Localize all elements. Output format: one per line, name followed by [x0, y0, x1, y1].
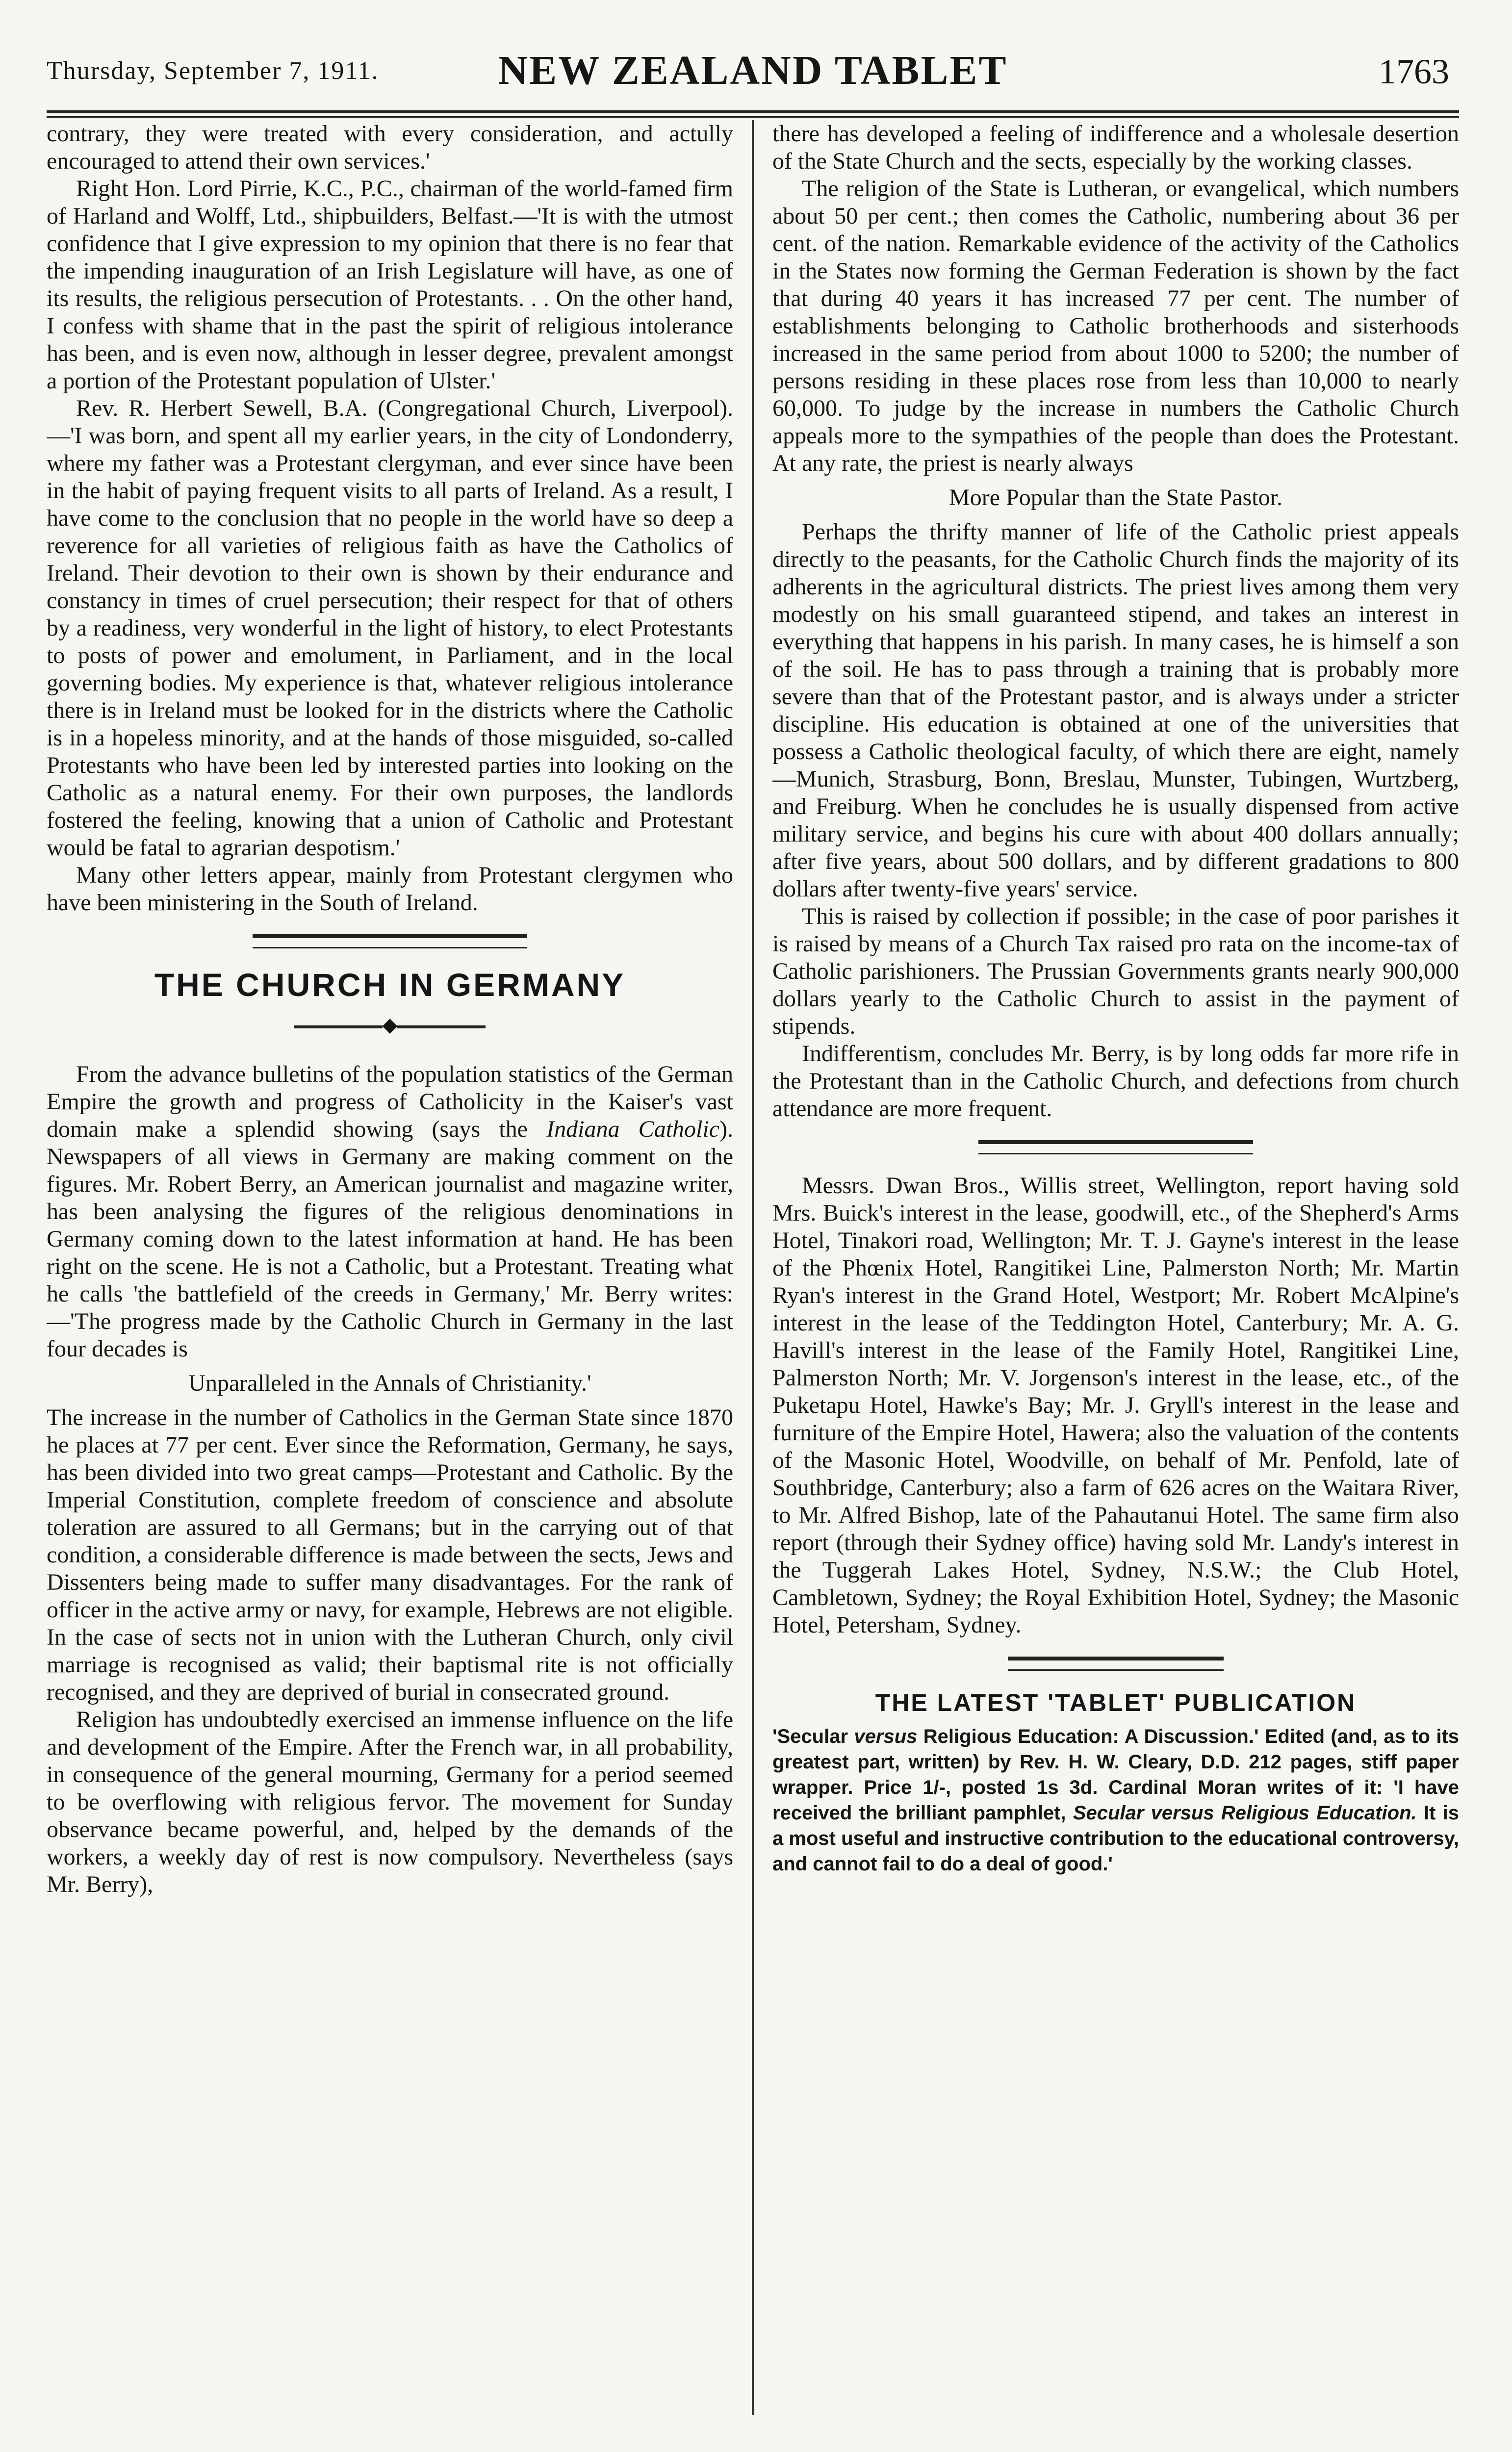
page-number: 1763 — [1379, 52, 1449, 91]
paragraph: Many other letters appear, mainly from Protestant clergymen who have been ministering in the South of Ireland. — [47, 862, 733, 916]
right-column — [772, 120, 1459, 2415]
column-divider — [752, 120, 754, 2415]
section-title: THE CHURCH IN GERMANY — [154, 967, 626, 1003]
paragraph: Right Hon. Lord Pirrie, K.C., P.C., chairman of the world-famed firm of Harland and Wolff, Ltd., shipbuilders, Belfast.—'It is with the utmost confidence that I give expression to my opinion that there is no fear that the impending inauguration of an Irish Legislature will have, as one of its results, the religious persecution of Protestants. . . On the other hand, I confess with shame that in the past the spirit of religious intolerance has been, and is even now, although in lesser degree, prevalent amongst a portion of the Protestant population of Ulster.' — [47, 176, 733, 394]
publication-name: Indiana Catholic — [546, 1116, 720, 1142]
title-ornament: ◆ — [47, 1013, 733, 1036]
columns — [47, 120, 1459, 2415]
paragraph: contrary, they were treated with every consideration, and actully encouraged to attend their own services.' — [47, 121, 733, 174]
paragraph: Messrs. Dwan Bros., Willis street, Wellington, report having sold Mrs. Buick's interest in the lease, goodwill, etc., of the Shepherd's Arms Hotel, Tinakori road, Wellington; Mr. T. J. Gayne's interest in the lease of the Phœnix Hotel, Rangitikei Line, Palmerston North; Mr. Martin Ryan's interest in the Grand Hotel, Westport; Mr. Robert McAlpine's interest in the lease of the Teddington Hotel, Canterbury; Mr. A. G. Havill's interest in the lease of the Family Hotel, Rangitikei Line, Palmerston North; Mr. V. Jorgenson's interest in the lease, etc., of the Puketapu Hotel, Hawke's Bay; Mr. J. Gryll's interest in the lease and furniture of the Empire Hotel, Hawera; also the valuation of the contents of the Masonic Hotel, Woodville, on behalf of Mr. Penfold, late of Southbridge, Canterbury; also a farm of 626 acres on the Waitara River, to Mr. Alfred Bishop, late of the Pahautanui Hotel. The same firm also report (through their Sydney office) having sold Mr. Landy's interest in the Tuggerah Lakes Hotel, Sydney, N.S.W.; the Club Hotel, Cambletown, Sydney; the Royal Exhibition Hotel, Sydney; the Masonic Hotel, Petersham, Sydney. — [772, 1173, 1459, 1638]
issue-date: Thursday, September 7, 1911. — [47, 57, 379, 85]
masthead-title: NEW ZEALAND TABLET — [498, 48, 1008, 93]
paragraph: Religion has undoubtedly exercised an immense influence on the life and development of the Empire. After the French war, in all probability, in consequence of the general mourning, Germany for a period seemed to be overflowing with religious fervor. The movement for Sunday observance became powerful, and, helped by the demands of the workers, a weekly day of rest is now compulsory. Nevertheless (says Mr. Berry), — [47, 1707, 733, 1897]
paragraph: Indifferentism, concludes Mr. Berry, is by long odds far more rife in the Protestant than in the Catholic Church, and defections from church attendance are more frequent. — [772, 1041, 1459, 1122]
left-column — [47, 120, 733, 2415]
page-header — [47, 47, 1459, 113]
paragraph: Perhaps the thrifty manner of life of the Catholic priest appeals directly to the peasants, for the Catholic Church finds the majority of its adherents in the agricultural districts. The priest lives among them very modestly on his small guaranteed stipend, and takes an interest in everything that happens in his parish. In many cases, he is himself a son of the soil. He has to pass through a training that is probably more severe than that of the Protestant pastor, and is always under a stricter discipline. His education is obtained at one of the universities that possess a Catholic theological faculty, of which there are eight, namely—Munich, Strasburg, Bonn, Breslau, Munster, Tubingen, Wurtzberg, and Freiburg. When he concludes he is usually dispensed from active military service, and begins his cure with about 400 dollars annually; after five years, about 500 dollars, and by different gradations to 800 dollars after twenty-five years' service. — [772, 519, 1459, 902]
subheading: Unparalleled in the Annals of Christianity.' — [188, 1370, 591, 1396]
section-separator — [253, 934, 527, 948]
subheading: More Popular than the State Pastor. — [949, 485, 1282, 511]
paragraph: This is raised by collection if possible; in the case of poor parishes it is raised by means of a Church Tax raised pro rata on the income-tax of Catholic parishioners. The Prussian Governments grants nearly 900,000 dollars yearly to the Catholic Church to assist in the payment of stipends. — [772, 903, 1459, 1039]
paragraph: Rev. R. Herbert Sewell, B.A. (Congregational Church, Liverpool).—'I was born, and spent all my earlier years, in the city of Londonderry, where my father was a Protestant clergyman, and ever since have been in the habit of paying frequent visits to all parts of Ireland. As a result, I have come to the conclusion that no people in the world have so deep a reverence for all varieties of religious faith as have the Catholics of Ireland. Their devotion to their own is shown by their endurance and constancy in times of cruel persecution; their respect for that of others by a readiness, very wonderful in the light of history, to elect Protestants to posts of power and emolument, in Parliament, and in the local governing bodies. My experience is that, whatever religious intolerance there is in Ireland must be looked for in the districts where the Catholic is in a hopeless minority, and at the hands of those misguided, so-called Protestants who have been led by interested parties into looking on the Catholic as a natural enemy. For their own purposes, the landlords fostered the feeling, knowing that a union of Catholic and Protestant would be fatal to agrarian despotism.' — [47, 395, 733, 861]
section-separator — [978, 1140, 1253, 1154]
header-rule — [47, 116, 1459, 118]
publication-title: THE LATEST 'TABLET' PUBLICATION — [875, 1689, 1357, 1716]
newspaper-page — [47, 47, 1459, 2435]
paragraph: The increase in the number of Catholics in the German State since 1870 he places at 77 per cent. Ever since the Reformation, Germany, he says, has been divided into two great camps—Protestant and Catholic. By the Imperial Constitution, complete freedom of conscience and absolute toleration are assured to all Germans; but in the carrying out of that condition, a considerable difference is made between the sects, Jews and Dissenters being made to suffer many disadvantages. For the rank of officer in the active army or navy, for example, Hebrews are not eligible. In the case of sects not in union with the Lutheran Church, only civil marriage is recognised as valid; their baptismal rite is not officially recognised, and they are deprived of burial in consecrated ground. — [47, 1405, 733, 1705]
paragraph: The religion of the State is Lutheran, or evangelical, which numbers about 50 per cent.; then comes the Catholic, numbering about 36 per cent. of the nation. Remarkable evidence of the activity of the Catholics in the States now forming the German Federation is shown by the fact that during 40 years it has increased 77 per cent. The number of establishments belonging to Catholic brotherhoods and sisterhoods increased in the same period from about 1000 to 5200; the number of persons residing in these places rose from less than 10,000 to nearly 60,000. To judge by the increase in numbers the Catholic Church appeals more to the sympathies of the people than does the Protestant. At any rate, the priest is nearly always — [772, 176, 1459, 476]
paragraph: there has developed a feeling of indifference and a wholesale desertion of the State Church and the sects, especially by the working classes. — [772, 121, 1459, 174]
publication-notice: 'Secular versus Religious Education: A Discussion.' Edited (and, as to its greatest part, written) by Rev. H. W. Cleary, D.D. 212 pages, stiff paper wrapper. Price 1/-, posted 1s 3d. Cardinal Moran writes of it: 'I have received the brilliant pamphlet, Secular versus Religious Education. It is a most useful and instructive contribution to the educational controversy, and cannot fail to do a deal of good.' — [772, 1726, 1459, 1875]
paragraph: From the advance bulletins of the population statistics of the German Empire the growth and progress of Catholicity in the Kaiser's vast domain make a splendid showing (says the Indiana Catholic). Newspapers of all views in Germany are making comment on the figures. Mr. Robert Berry, an American journalist and magazine writer, has been analysing the figures of the religious denominations in Germany coming down to the latest information at hand. He has been right on the scene. He is not a Catholic, but a Protestant. Treating what he calls 'the battlefield of the creeds in Germany,' Mr. Berry writes:—'The progress made by the Catholic Church in Germany in the last four decades is — [47, 1061, 733, 1362]
section-separator — [1008, 1657, 1224, 1671]
